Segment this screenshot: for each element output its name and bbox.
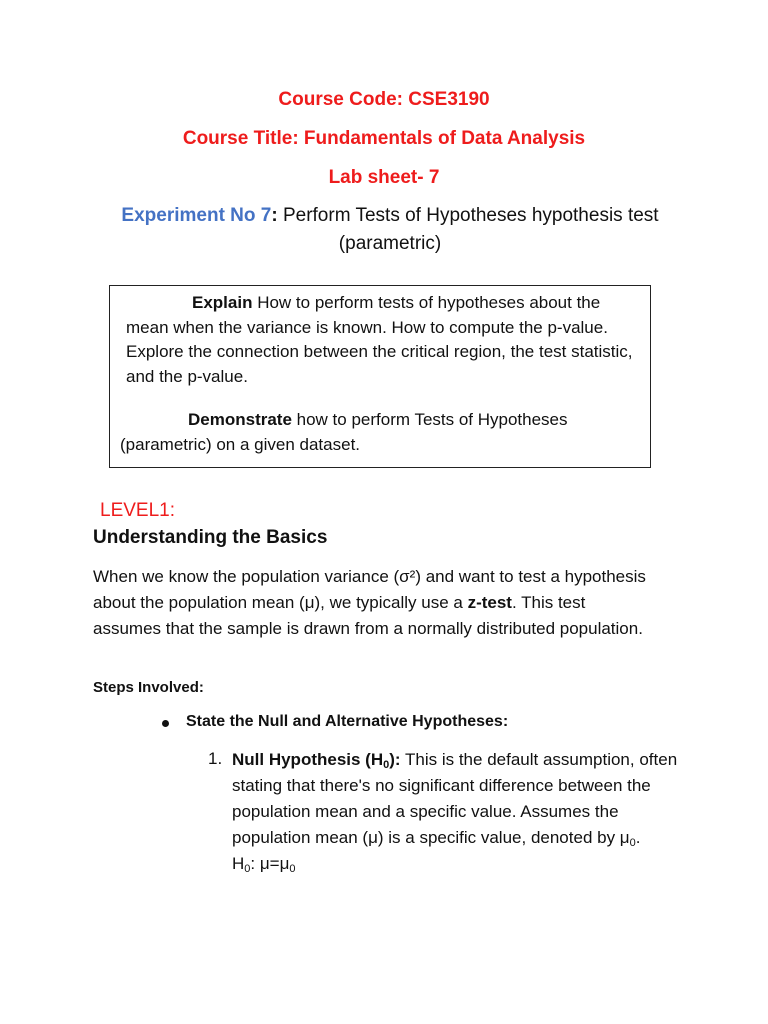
explain-paragraph bbox=[126, 291, 641, 389]
list-number: 1. bbox=[208, 749, 223, 768]
intro-paragraph bbox=[93, 564, 653, 642]
explain-text: How to perform tests of hypotheses about the mean when the variance is known. How to compute the p-value. Explore the connection between the critical region, the test statistic, and the p-value. bbox=[126, 293, 633, 386]
level-label: LEVEL1: bbox=[100, 500, 175, 521]
experiment-heading bbox=[90, 202, 690, 258]
null-hypothesis-item: Null Hypothesis $(H_0)$: This is the default assumption, often stating that there's no significant difference between the population mean and a specific value. Assumes the population mean (μ) is a specific value, denoted by $\mu_0$. $H_0$: $\mu=\mu_0$ bbox=[232, 750, 678, 875]
demonstrate-label: Demonstrate bbox=[188, 410, 292, 429]
demonstrate-paragraph bbox=[120, 408, 640, 457]
intro-bold-term: z-test bbox=[467, 593, 512, 612]
intro-text-before: When we know the population variance (σ²) and want to test a hypothesis about the population mean (μ), we typically use a bbox=[93, 567, 646, 612]
lab-sheet-title: Lab sheet- 7 bbox=[328, 167, 440, 188]
null-hypothesis-formula: $H_0$: $\mu=\mu_0$ bbox=[232, 854, 296, 875]
experiment-title: Perform Tests of Hypotheses hypothesis test (parametric) bbox=[277, 205, 659, 254]
demonstrate-text: how to perform Tests of Hypotheses (parametric) on a given dataset. bbox=[120, 410, 568, 454]
bullet-icon bbox=[162, 720, 169, 727]
null-hypothesis-label: Null Hypothesis $(H_0)$: bbox=[232, 750, 401, 771]
intro-text-after: . This test assumes that the sample is drawn from a normally distributed population. bbox=[93, 593, 643, 638]
course-code: Course Code: CSE3190 bbox=[278, 89, 490, 110]
bullet-item: State the Null and Alternative Hypotheses: bbox=[186, 713, 509, 730]
null-hypothesis-text: This is the default assumption, often stating that there's no significant difference between the population mean and a specific value. Assumes the population mean (μ) is a specific value, denoted by μ bbox=[232, 750, 678, 847]
objectives-box bbox=[109, 285, 651, 468]
course-title: Course Title: Fundamentals of Data Analysis bbox=[182, 128, 586, 149]
experiment-label: Experiment No 7 bbox=[121, 205, 272, 226]
mu-subscript: 0 bbox=[629, 837, 636, 849]
experiment-colon: : bbox=[271, 205, 278, 226]
explain-label: Explain bbox=[192, 293, 253, 312]
section-heading: Understanding the Basics bbox=[93, 527, 328, 548]
steps-heading: Steps Involved: bbox=[93, 679, 204, 696]
